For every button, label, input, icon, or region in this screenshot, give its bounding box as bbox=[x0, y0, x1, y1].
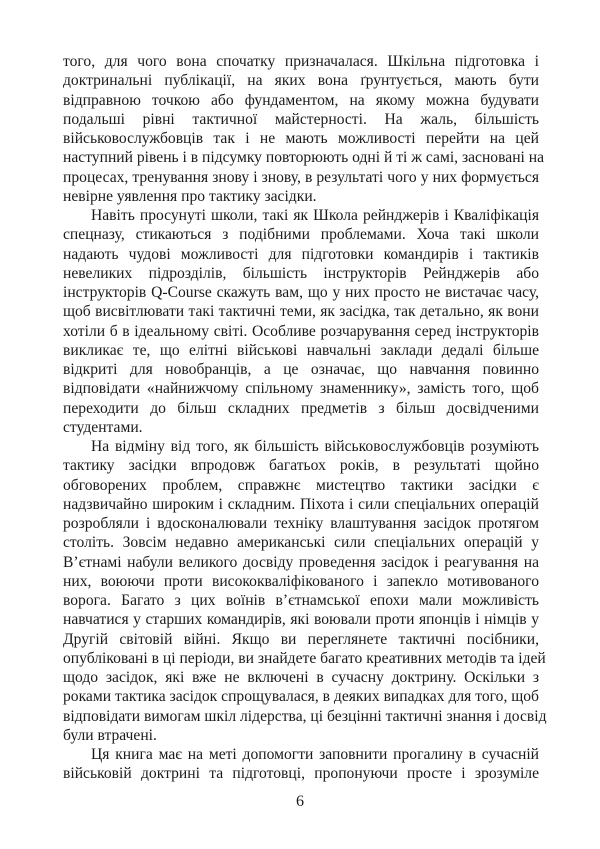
text-line: На відміну від того, як більшість військовослужбовців розуміють bbox=[91, 438, 539, 455]
text-line: надають чудові можливості для підготовки командирів і тактиків bbox=[63, 245, 539, 263]
text-line: викликає те, що елітні військові навчальні заклади дедалі більше bbox=[63, 341, 539, 359]
page-number: 6 bbox=[296, 793, 304, 810]
text-line: наступний рівень і в підсумку повторюють одні й ті ж самі, засновані на bbox=[63, 149, 545, 167]
text-line: В’єтнамі набули великого досвіду проведення засідок і реагування на bbox=[63, 553, 539, 571]
text-line: переходити до більш складних предметів з більш досвідченими bbox=[63, 399, 539, 417]
text-line: Ця книга має на меті допомогти заповнити прогалину в сучасній bbox=[91, 746, 539, 763]
text-line: студентами. bbox=[63, 418, 143, 436]
text-line: століть. Зовсім недавно американські сили спеціальних операцій у bbox=[63, 534, 539, 552]
text-line: спецназу, стикаються з подібними проблемами. Хоча такі школи bbox=[63, 226, 539, 244]
text-line: невеликих підрозділів, більшість інструкторів Рейнджерів або bbox=[63, 264, 539, 282]
paragraph bbox=[63, 52, 545, 206]
text-line: доктринальні публікації, на яких вона ґрунтується, мають бути bbox=[63, 72, 539, 90]
paragraph bbox=[63, 745, 539, 784]
text-line: них, воюючи проти висококваліфікованого і запекло мотивованого bbox=[63, 572, 539, 590]
text-line: обговорених проблем, справжнє мистецтво тактики засідки є bbox=[63, 476, 539, 494]
text-line: невірне уявлення про тактику засідки. bbox=[63, 187, 317, 205]
text-line: відповідати вимогам шкіл лідерства, ці безцінні тактичні знання і досвід bbox=[63, 707, 547, 725]
text-line: Другій світовій війні. Якщо ви переглянете тактичні посібники, bbox=[63, 630, 539, 648]
text-line: опубліковані в ці періоди, ви знайдете багато креативних методів та ідей bbox=[63, 649, 546, 667]
text-line: Навіть просунуті школи, такі як Школа рейнджерів і Кваліфікація bbox=[91, 207, 539, 224]
text-line: інструкторів Q-Course скажуть вам, що у них просто не вистачає часу, bbox=[63, 284, 539, 301]
text-line: того, для чого вона спочатку призначалася. Шкільна підготовка і bbox=[63, 53, 539, 70]
text-line: відкриті для новобранців, а це означає, що навчання повинно bbox=[63, 361, 539, 378]
paragraph bbox=[63, 206, 539, 437]
text-line: були втрачені. bbox=[63, 726, 157, 744]
text-line: роками тактика засідок спрощувалася, в деяких випадках для того, щоб bbox=[63, 688, 539, 706]
text-line: відправною точкою або фундаментом, на якому можна будувати bbox=[63, 91, 539, 109]
text-line: тактику засідки впродовж багатьох років, в результаті щойно bbox=[63, 457, 539, 475]
text-line: надзвичайно широким і складним. Піхота і сили спеціальних операцій bbox=[63, 495, 539, 513]
text-line: процесах, тренування знову і знову, в результаті чого у них формується bbox=[63, 168, 539, 186]
text-line: навчатися у старших командирів, які воювали проти японців і німців у bbox=[63, 611, 539, 629]
text-line: щоб висвітлювати такі тактичні теми, як засідка, так детально, як вони bbox=[63, 303, 539, 321]
text-line: військовій доктрині та підготовці, пропонуючи просте і зрозуміле bbox=[63, 765, 539, 783]
text-line: ворога. Багато з цих воїнів в’єтнамської епохи мали можливість bbox=[63, 592, 539, 609]
text-line: хотіли б в ідеальному світі. Особливе розчарування серед інструкторів bbox=[63, 322, 539, 340]
text-line: військовослужбовців так і не мають можливості перейти на цей bbox=[63, 130, 539, 147]
text-line: подальші рівні тактичної майстерності. На жаль, більшість bbox=[63, 110, 539, 128]
text-line: відповідати «найнижчому спільному знаменнику», замість того, щоб bbox=[63, 380, 539, 398]
text-line: розробляли і вдосконалювали техніку влаштування засідок протягом bbox=[63, 515, 539, 532]
text-line: щодо засідок, які вже не включені в сучасну доктрину. Оскільки з bbox=[63, 669, 539, 686]
page-body-text bbox=[63, 52, 547, 784]
paragraph bbox=[63, 437, 547, 745]
